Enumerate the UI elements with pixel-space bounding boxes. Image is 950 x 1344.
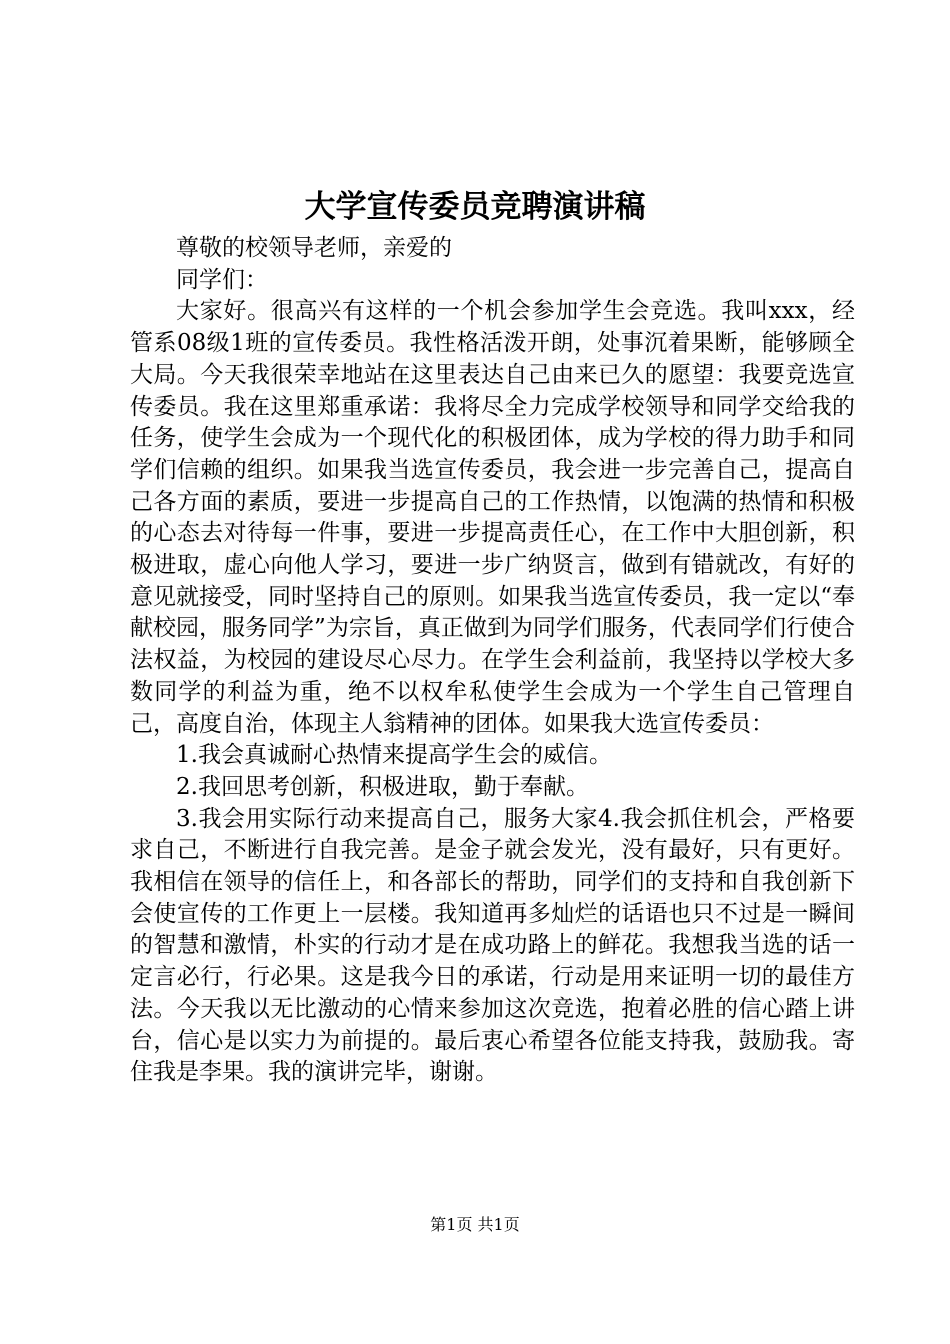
salutation-line-1: 尊敬的校领导老师，亲爱的 [176, 235, 452, 261]
list-item-1: 1.我会真诚耐心热情来提高学生会的威信。 [176, 742, 612, 769]
document-body [130, 233, 855, 1089]
list-item-2: 2.我回思考创新，积极进取，勤于奉献。 [176, 773, 589, 800]
main-paragraph: 大家好。很高兴有这样的一个机会参加学生会竞选。我叫xxx，经管系08级1班的宣传委员。我性格活泼开朗，处事沉着果断，能够顾全大局。今天我很荣幸地站在这里表达自己由来已久的愿望：我要竞选宣传委员。我在这里郑重承诺：我将尽全力完成学校领导和同学交给我的任务，使学生会成为一个现代化的积极团体，成为学校的得力助手和同学们信赖的组织。如果我当选宣传委员，我会进一步完善自己，提高自己各方面的素质，要进一步提高自己的工作热情，以饱满的热情和积极的心态去对待每一件事，要进一步提高责任心，在工作中大胆创新，积极进取，虚心向他人学习，要进一步广纳贤言，做到有错就改，有好的意见就接受，同时坚持自己的原则。如果我当选宣传委员，我一定以“奉献校园，服务同学”为宗旨，真正做到为同学们服务，代表同学们行使合法权益，为校园的建设尽心尽力。在学生会利益前，我坚持以学校大多数同学的利益为重，绝不以权牟私使学生会成为一个学生自己管理自己，高度自治，体现主人翁精神的团体。如果我大选宣传委员： [130, 298, 855, 737]
salutation-line-2: 同学们： [176, 266, 268, 293]
page-number-footer: 第1页 共1页 [430, 1215, 520, 1234]
list-item-3: 3.我会用实际行动来提高自己，服务大家4.我会抓住机会，严格要求自己，不断进行自我完善。是金子就会发光，没有最好，只有更好。我相信在领导的信任上，和各部长的帮助，同学们的支持和自我创新下会使宣传的工作更上一层楼。我知道再多灿烂的话语也只不过是一瞬间的智慧和激情，朴实的行动才是在成功路上的鲜花。我想我当选的话一定言必行，行必果。这是我今日的承诺，行动是用来证明一切的最佳方法。今天我以无比激动的心情来参加这次竞选，抱着必胜的信心踏上讲台，信心是以实力为前提的。最后衷心希望各位能支持我，鼓励我。寄住我是李果。我的演讲完毕，谢谢。 [130, 805, 855, 1086]
document-title: 大学宣传委员竞聘演讲稿 [304, 189, 646, 225]
